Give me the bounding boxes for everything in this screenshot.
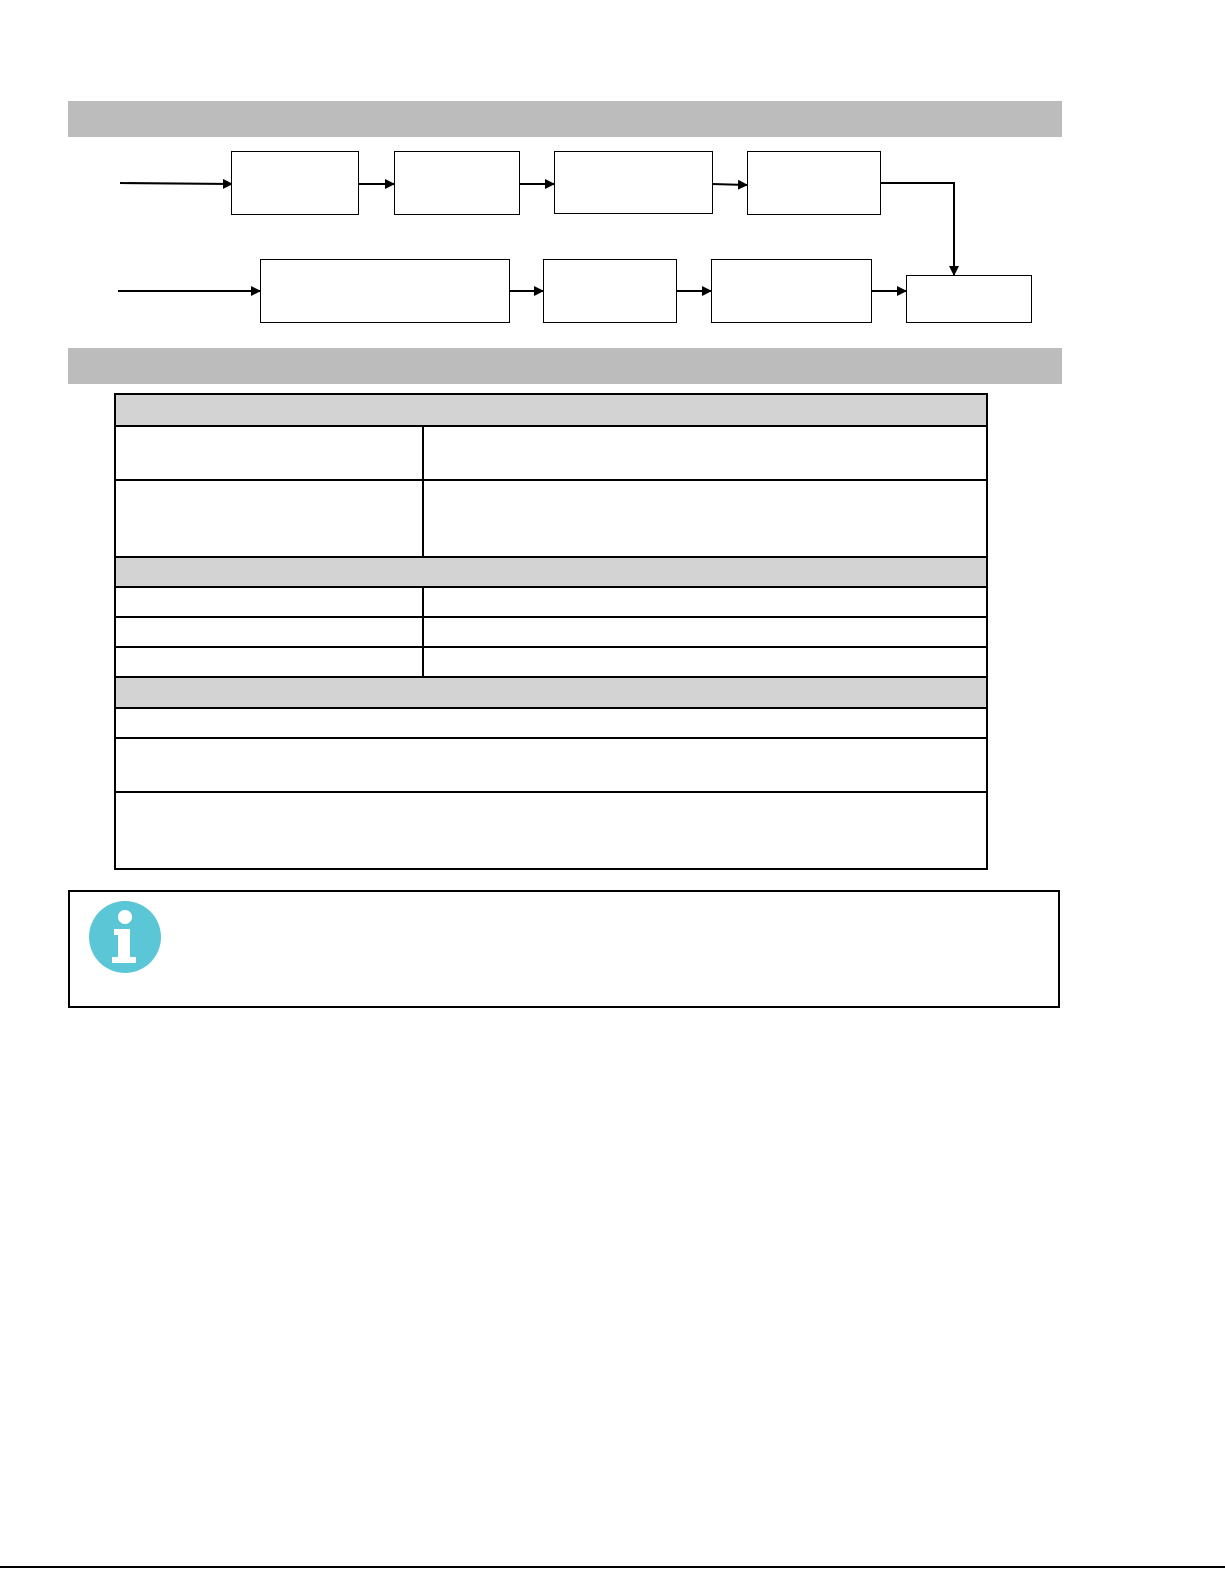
table-section-header-row: [115, 394, 987, 426]
table-cell-value: [423, 617, 987, 647]
flow-step-box: [231, 151, 359, 215]
spec-table: [114, 393, 988, 870]
table-cell-label: [115, 617, 423, 647]
flow-step-box: [554, 151, 713, 214]
page-footer-rule: [0, 1566, 1225, 1568]
info-icon: [88, 900, 162, 974]
flow-arrow: [712, 184, 747, 185]
section-band-process: [68, 101, 1062, 137]
table-section-title: [115, 557, 987, 587]
table-cell-full: [115, 792, 987, 869]
table-cell-full: [115, 738, 987, 792]
table-cell-value: [423, 587, 987, 617]
table-section-header-row: [115, 557, 987, 587]
flow-merge-box: [906, 275, 1032, 323]
table-cell-label: [115, 426, 423, 480]
table-row: [115, 426, 987, 480]
table-row: [115, 792, 987, 869]
table-row: [115, 617, 987, 647]
table-row: [115, 480, 987, 557]
table-section-title: [115, 677, 987, 708]
table-cell-value: [423, 426, 987, 480]
table-row: [115, 708, 987, 738]
table-cell-full: [115, 708, 987, 738]
info-note: [68, 890, 1060, 1008]
table-section-header-row: [115, 677, 987, 708]
flow-step-box: [543, 259, 677, 323]
flow-step-box: [711, 259, 872, 323]
table-cell-label: [115, 647, 423, 677]
flow-merge-arrow: [881, 183, 954, 275]
table-cell-value: [423, 480, 987, 557]
flow-step-box: [260, 259, 510, 323]
flow-step-box: [747, 151, 881, 215]
table-section-title: [115, 394, 987, 426]
section-band-spec: [68, 348, 1062, 384]
table-cell-value: [423, 647, 987, 677]
flow-input-arrow: [120, 183, 232, 184]
table-row: [115, 647, 987, 677]
table-row: [115, 587, 987, 617]
table-cell-label: [115, 587, 423, 617]
table-cell-label: [115, 480, 423, 557]
table-row: [115, 738, 987, 792]
flow-step-box: [394, 151, 520, 215]
